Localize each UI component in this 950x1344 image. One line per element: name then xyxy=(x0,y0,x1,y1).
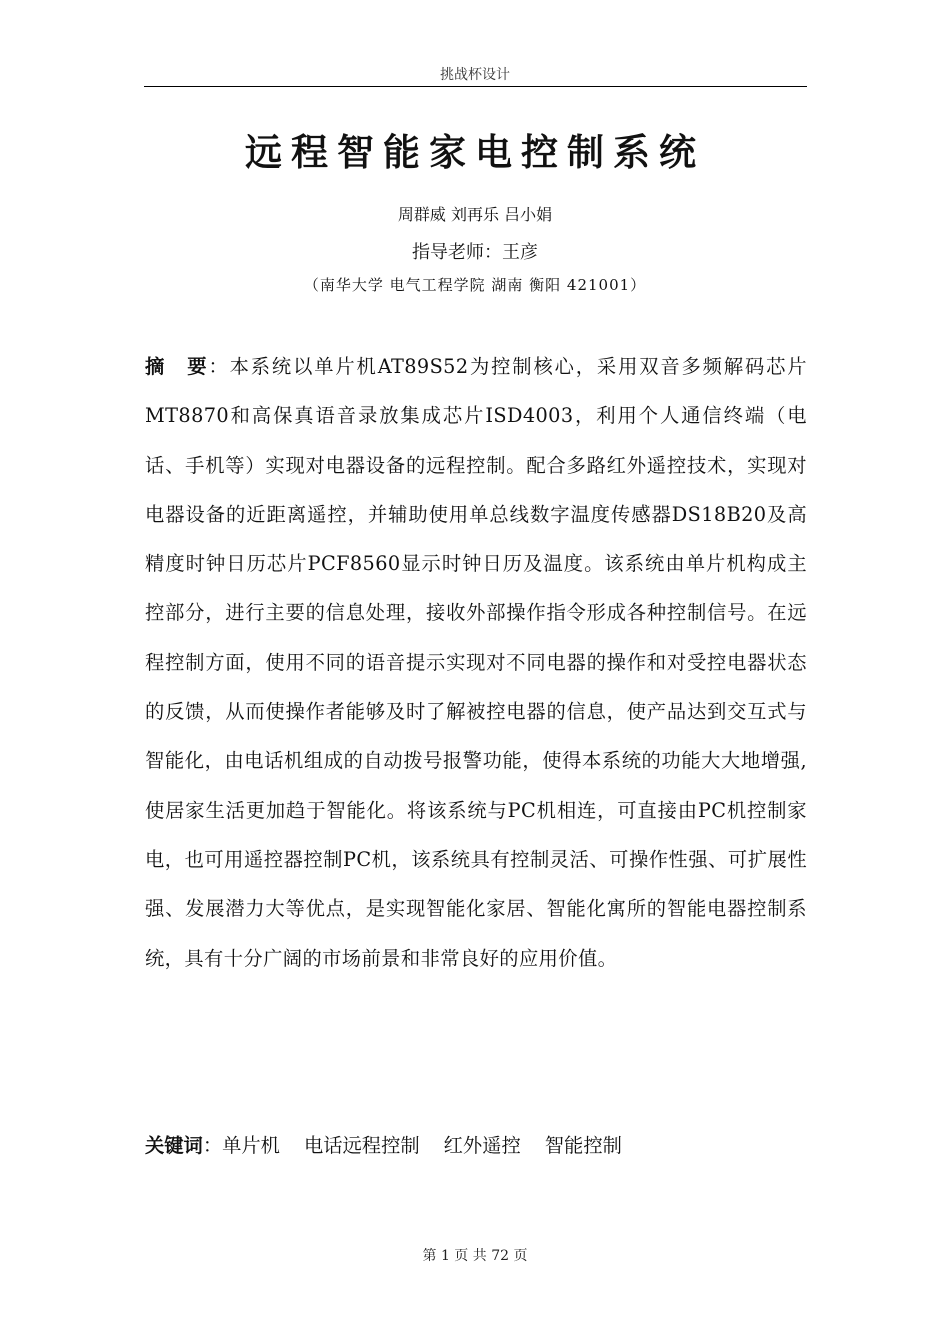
authors-line: 周群威 刘再乐 吕小娟 xyxy=(397,205,553,224)
abstract-label: 摘 要 xyxy=(145,355,209,378)
abstract-paragraph xyxy=(145,342,807,983)
page-number-footer: 第 1 页 共 72 页 xyxy=(422,1248,528,1264)
keyword-item: 单片机 xyxy=(222,1134,280,1157)
header-rule xyxy=(144,86,807,87)
affiliation-line: （南华大学 电气工程学院 湖南 衡阳 421001） xyxy=(303,276,647,294)
document-title: 远程智能家电控制系统 xyxy=(245,131,705,174)
running-header: 挑战杯设计 xyxy=(440,67,510,83)
keywords-line xyxy=(145,1126,807,1166)
keyword-item: 电话远程控制 xyxy=(303,1134,420,1157)
keyword-item: 红外遥控 xyxy=(443,1134,521,1157)
keywords-label: 关键词 xyxy=(145,1134,203,1157)
advisor-line: 指导老师：王彦 xyxy=(412,242,538,263)
abstract-text: 本系统以单片机AT89S52为控制核心，采用双音多频解码芯片MT8870和高保真语音录放集成芯片ISD4003，利用个人通信终端（电话、手机等）实现对电器设备的远程控制。配合多路红外遥控技术，实现对电器设备的近距离遥控，并辅助使用单总线数字温度传感器DS18B20及高精度时钟日历芯片PCF8560显示时钟日历及温度。该系统由单片机构成主控部分，进行主要的信息处理，接收外部操作指令形成各种控制信号。在远程控制方面，使用不同的语音提示实现对不同电器的操作和对受控电器状态的反馈，从而使操作者能够及时了解被控电器的信息，使产品达到交互式与智能化，由电话机组成的自动拨号报警功能，使得本系统的功能大大地增强,使居家生活更加趋于智能化。将该系统与PC机相连，可直接由PC机控制家电，也可用遥控器控制PC机，该系统具有控制灵活、可操作性强、可扩展性强、发展潜力大等优点，是实现智能化家居、智能化寓所的智能电器控制系统，具有十分广阔的市场前景和非常良好的应用价值。 xyxy=(145,355,807,970)
keyword-item: 智能控制 xyxy=(544,1134,622,1157)
keywords-separator: ： xyxy=(202,1134,223,1157)
abstract-separator: ： xyxy=(208,355,230,378)
